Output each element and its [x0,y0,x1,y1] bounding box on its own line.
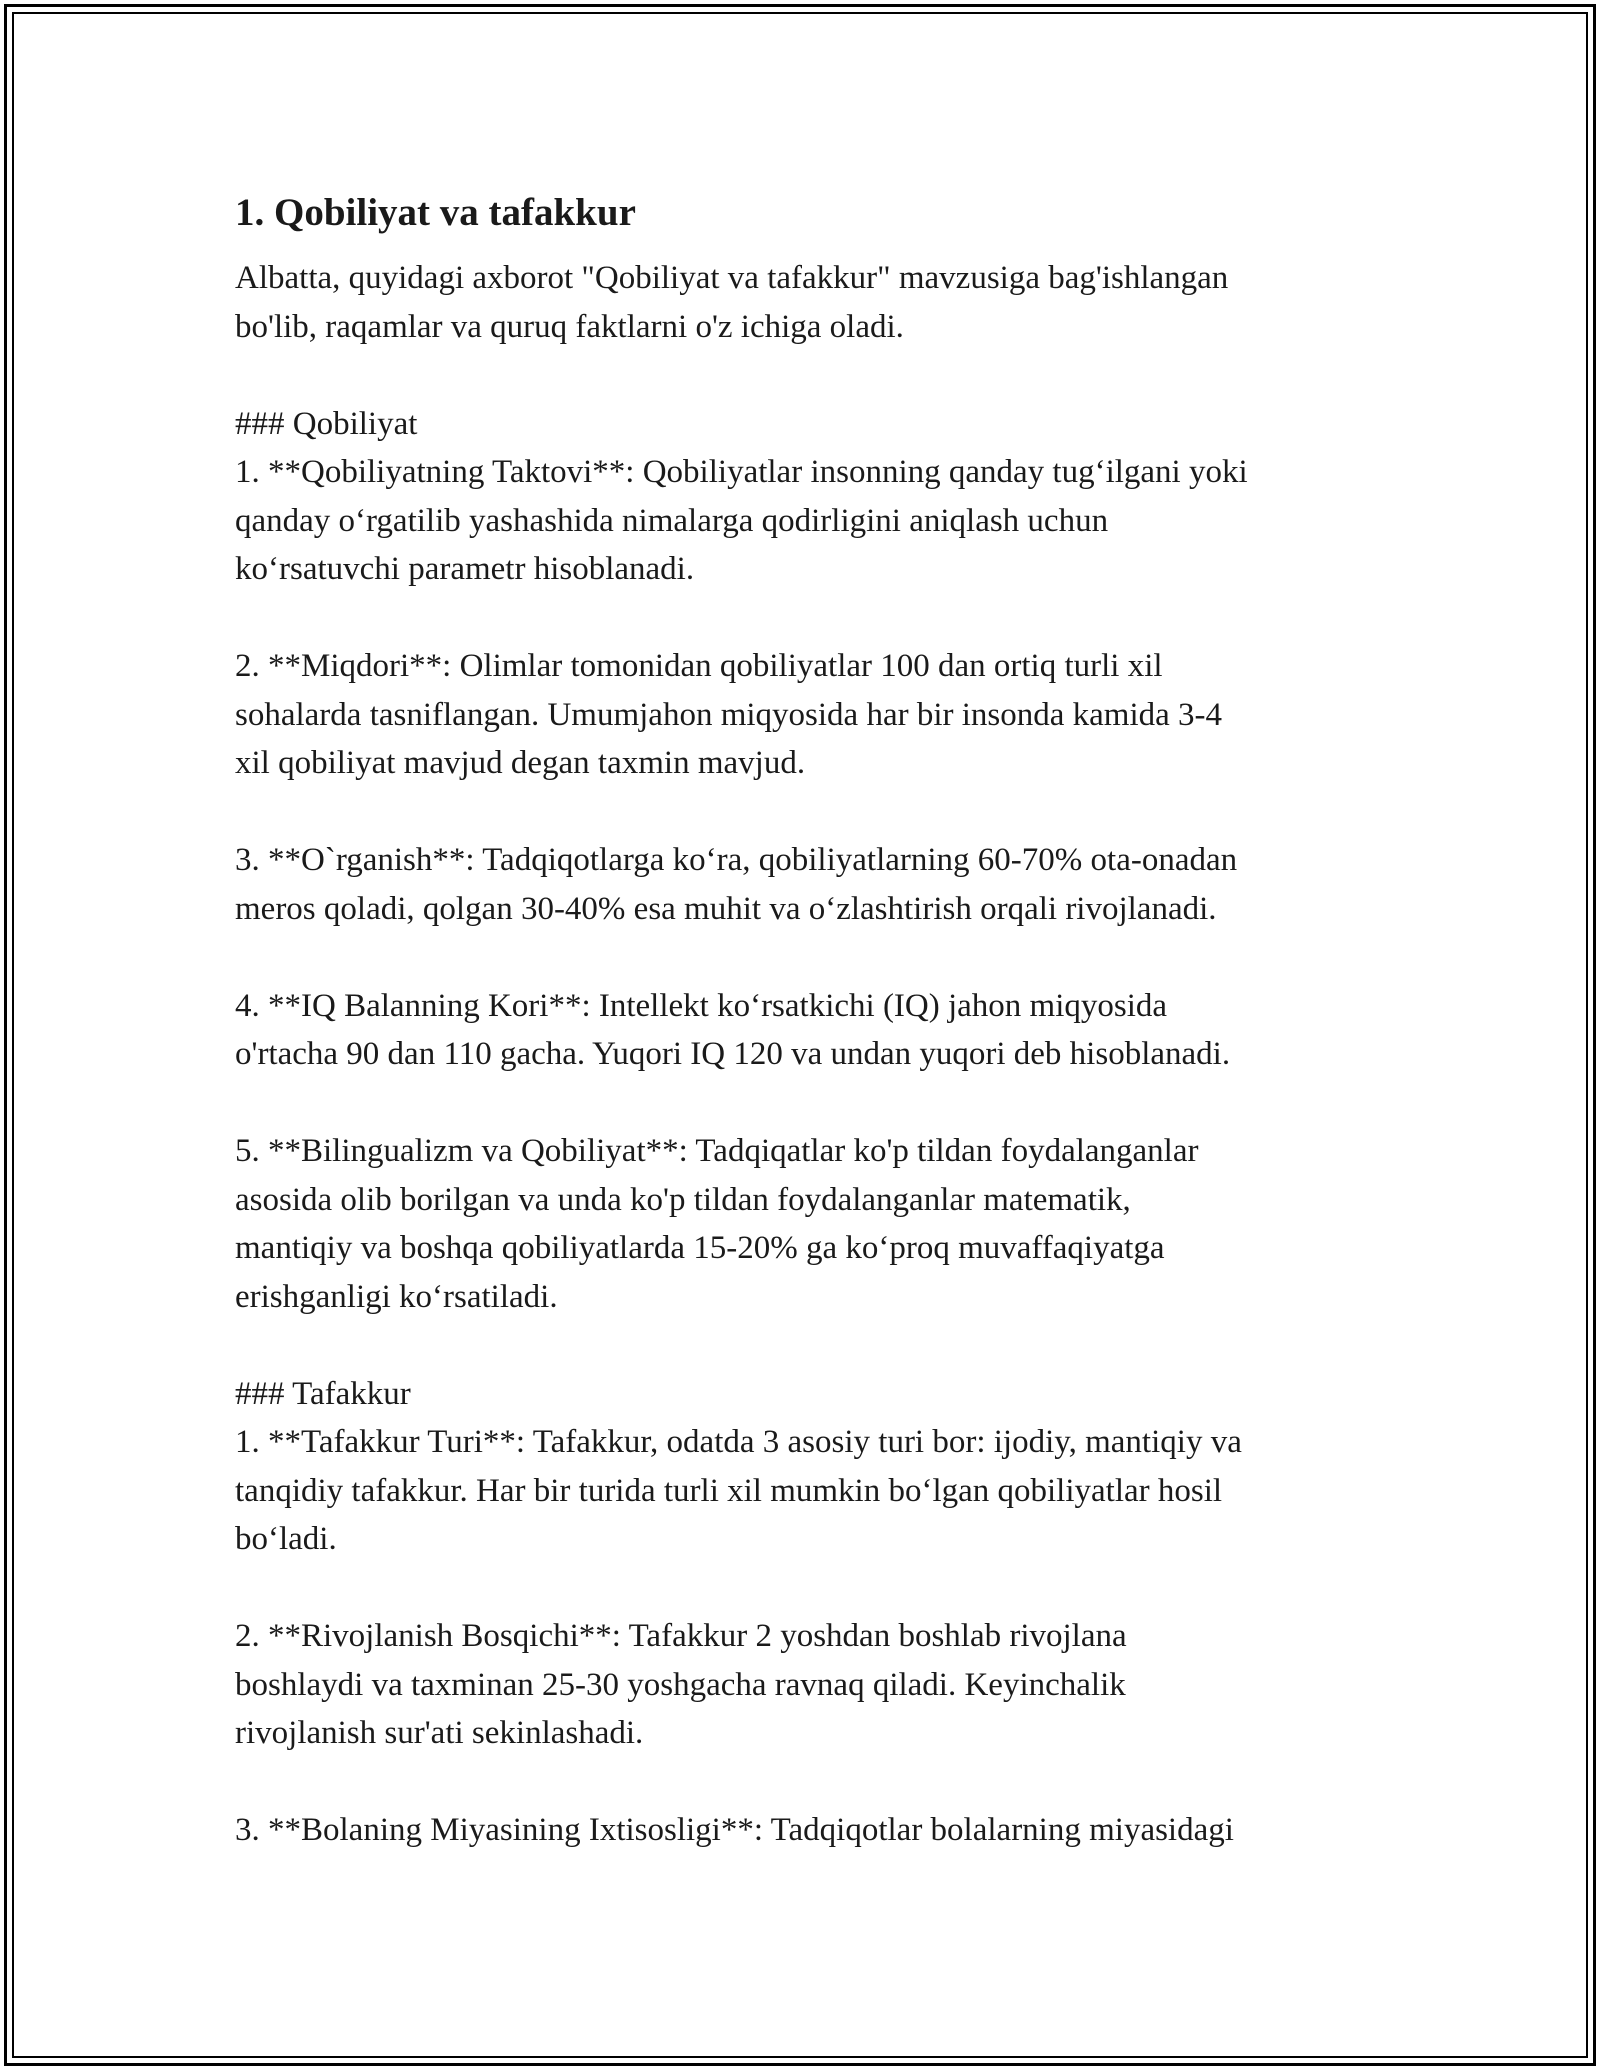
item-line: qanday o‘rgatilib yashashida nimalarga qodirligini aniqlash uchun [235,502,1109,539]
document-title: 1. Qobiliyat va tafakkur [235,191,636,234]
list-item [235,982,1385,1079]
item-line: 2. **Rivojlanish Bosqichi**: Tafakkur 2 yoshdan boshlab rivojlana [235,1618,1127,1654]
item-line: 2. **Miqdori**: Olimlar tomonidan qobiliyatlar 100 dan ortiq turli xil [235,648,1163,684]
list-item [235,448,1385,594]
intro-paragraph [235,254,1385,351]
document-body [235,186,1385,1855]
list-item [235,836,1385,933]
item-line: 1. **Qobiliyatning Taktovi**: Qobiliyatlar insonning qanday tug‘ilgani yoki [235,454,1248,490]
item-line: 5. **Bilingualizm va Qobiliyat**: Tadqiqatlar ko'p tildan foydalanganlar [235,1133,1199,1169]
section-heading-qobiliyat: ### Qobiliyat [235,405,418,442]
list-item [235,1806,1385,1855]
item-line: bo‘ladi. [235,1521,337,1557]
item-line: 1. **Tafakkur Turi**: Tafakkur, odatda 3 asosiy turi bor: ijodiy, mantiqiy va [235,1424,1242,1460]
item-line: meros qoladi, qolgan 30-40% esa muhit va o‘zlashtirish orqali rivojlanadi. [235,890,1217,927]
item-line: o'rtacha 90 dan 110 gacha. Yuqori IQ 120 va undan yuqori deb hisoblanadi. [235,1036,1231,1072]
item-line: asosida olib borilgan va unda ko'p tildan foydalanganlar matematik, [235,1181,1131,1218]
item-line: tanqidiy tafakkur. Har bir turida turli xil mumkin bo‘lgan qobiliyatlar hosil [235,1472,1223,1509]
item-line: ko‘rsatuvchi parametr hisoblanadi. [235,551,695,587]
item-line: xil qobiliyat mavjud degan taxmin mavjud. [235,745,806,781]
intro-line: bo'lib, raqamlar va quruq faktlarni o'z ichiga oladi. [235,308,904,345]
list-item [235,642,1385,788]
item-line: 3. **O`rganish**: Tadqiqotlarga ko‘ra, qobiliyatlarning 60-70% ota-onadan [235,842,1238,878]
list-item [235,1612,1385,1758]
item-line: rivojlanish sur'ati sekinlashadi. [235,1715,644,1751]
item-line: 3. **Bolaning Miyasining Ixtisosligi**: Tadqiqotlar bolalarning miyasidagi [235,1812,1234,1848]
item-line: 4. **IQ Balanning Kori**: Intellekt ko‘rsatkichi (IQ) jahon miqyosida [235,987,1168,1024]
section-heading-tafakkur: ### Tafakkur [235,1375,411,1412]
item-line: erishganligi ko‘rsatiladi. [235,1278,558,1315]
item-line: boshlaydi va taxminan 25-30 yoshgacha ravnaq qiladi. Keyinchalik [235,1666,1126,1703]
list-item [235,1418,1385,1564]
intro-line: Albatta, quyidagi axborot "Qobiliyat va tafakkur" mavzusiga bag'ishlangan [235,260,1229,296]
item-line: sohalarda tasniflangan. Umumjahon miqyosida har bir insonda kamida 3-4 [235,696,1223,733]
item-line: mantiqiy va boshqa qobiliyatlarda 15-20% ga ko‘proq muvaffaqiyatga [235,1230,1165,1266]
list-item [235,1127,1385,1321]
